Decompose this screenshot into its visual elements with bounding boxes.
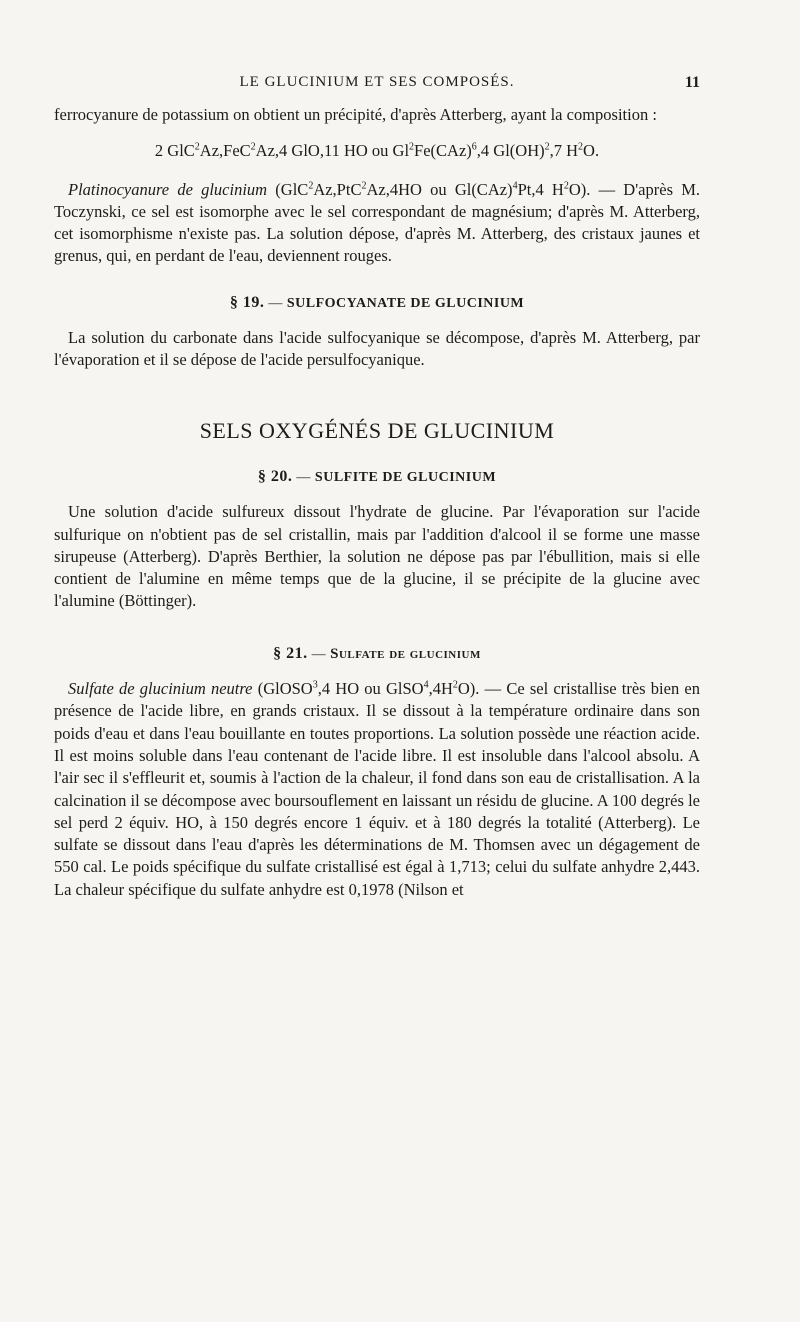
paragraph-ferrocyanure: ferrocyanure de potassium on obtient un précipité, d'après Atterberg, ayant la composition :	[54, 105, 657, 124]
section-heading-19: § 19. — SULFOCYANATE DE GLUCINIUM	[229, 293, 525, 311]
running-title: LE GLUCINIUM ET SES COMPOSÉS.	[239, 74, 515, 90]
formula-ferrocyanure: 2 GlC$^2$Az,FeC$^2$Az,4 GlO,11 HO ou Gl$^2$Fe(CAz)$^6$,4 Gl(OH)$^2$,7 $H^2O$.	[154, 141, 600, 161]
paragraph-platinocyanure: Platinocyanure de glucinium (GlC$^2$Az,PtC$^2$Az,4HO ou Gl(CAz)$^4$Pt,4 $H^2O$). — D'après M. Toczynski, ce sel est isomorphe avec le sel correspondant de magnésium; d'après M. Atterberg, cet isomorphisme n'existe pas. La solution dépose, d'après M. Atterberg, des cristaux jaunes et grenus, qui, en perdant de l'eau, deviennent rouges.	[54, 179, 700, 266]
running-head	[54, 74, 700, 96]
major-heading: SELS OXYGÉNÉS DE GLUCINIUM	[199, 417, 555, 443]
term-sulfate-neutre: Sulfate de glucinium neutre	[68, 679, 253, 699]
page-number: 11	[684, 74, 700, 91]
section-heading-21: § 21. — Sulfate de glucinium	[273, 644, 481, 662]
term-platinocyanure: Platinocyanure de glucinium	[68, 179, 268, 199]
paragraph-sulfite: Une solution d'acide sulfureux dissout l'hydrate de glucine. Par l'évaporation sur l'acide sulfurique on n'obtient pas de sel cristallin, mais par l'addition d'alcool il se forme une masse sirupeuse (Atterberg). D'après Berthier, la solution ne dépose pas par l'ébullition, mais si elle contient de l'alumine en même temps que de la glucine, il se précipite de la glucine avec l'alumine (Böttinger).	[54, 502, 700, 611]
section-heading-20: § 20. — SULFITE DE GLUCINIUM	[257, 467, 497, 485]
page-body	[54, 104, 700, 901]
paragraph-sulfocyanate: La solution du carbonate dans l'acide sulfocyanique se décompose, d'après M. Atterberg, par l'évaporation et il se dépose de l'acide persulfocyanique.	[54, 328, 700, 370]
paragraph-sulfate: Sulfate de glucinium neutre (GlOSO$^3$,4 HO ou $GlSO^4,4H^2O$). — Ce sel cristallise très bien en présence de l'acide libre, en grands cristaux. Il se dissout à la température ordinaire dans son poids d'eau et dans l'eau bouillante en toutes proportions. La solution possède une réaction acide. Il est moins soluble dans l'eau contenant de l'acide libre. Il est insoluble dans l'alcool absolu. A l'air sec il s'effleurit et, soumis à l'action de la chaleur, il fond dans son eau de cristallisation. A la calcination il se décompose avec boursouflement en laissant un résidu de glucine. A 100 degrés le sel perd 2 équiv. HO, à 150 degrés encore 1 équiv. et à 180 degrés la totalité (Atterberg). Le sulfate se dissout dans l'eau d'après les déterminations de M. Thomsen avec un dégagement de 550 cal. Le poids spécifique du sulfate cristallisé est égal à 1,713; celui du sulfate anhydre 2,443. La chaleur spécifique du sulfate anhydre est 0,1978 (Nilson et	[54, 679, 700, 899]
